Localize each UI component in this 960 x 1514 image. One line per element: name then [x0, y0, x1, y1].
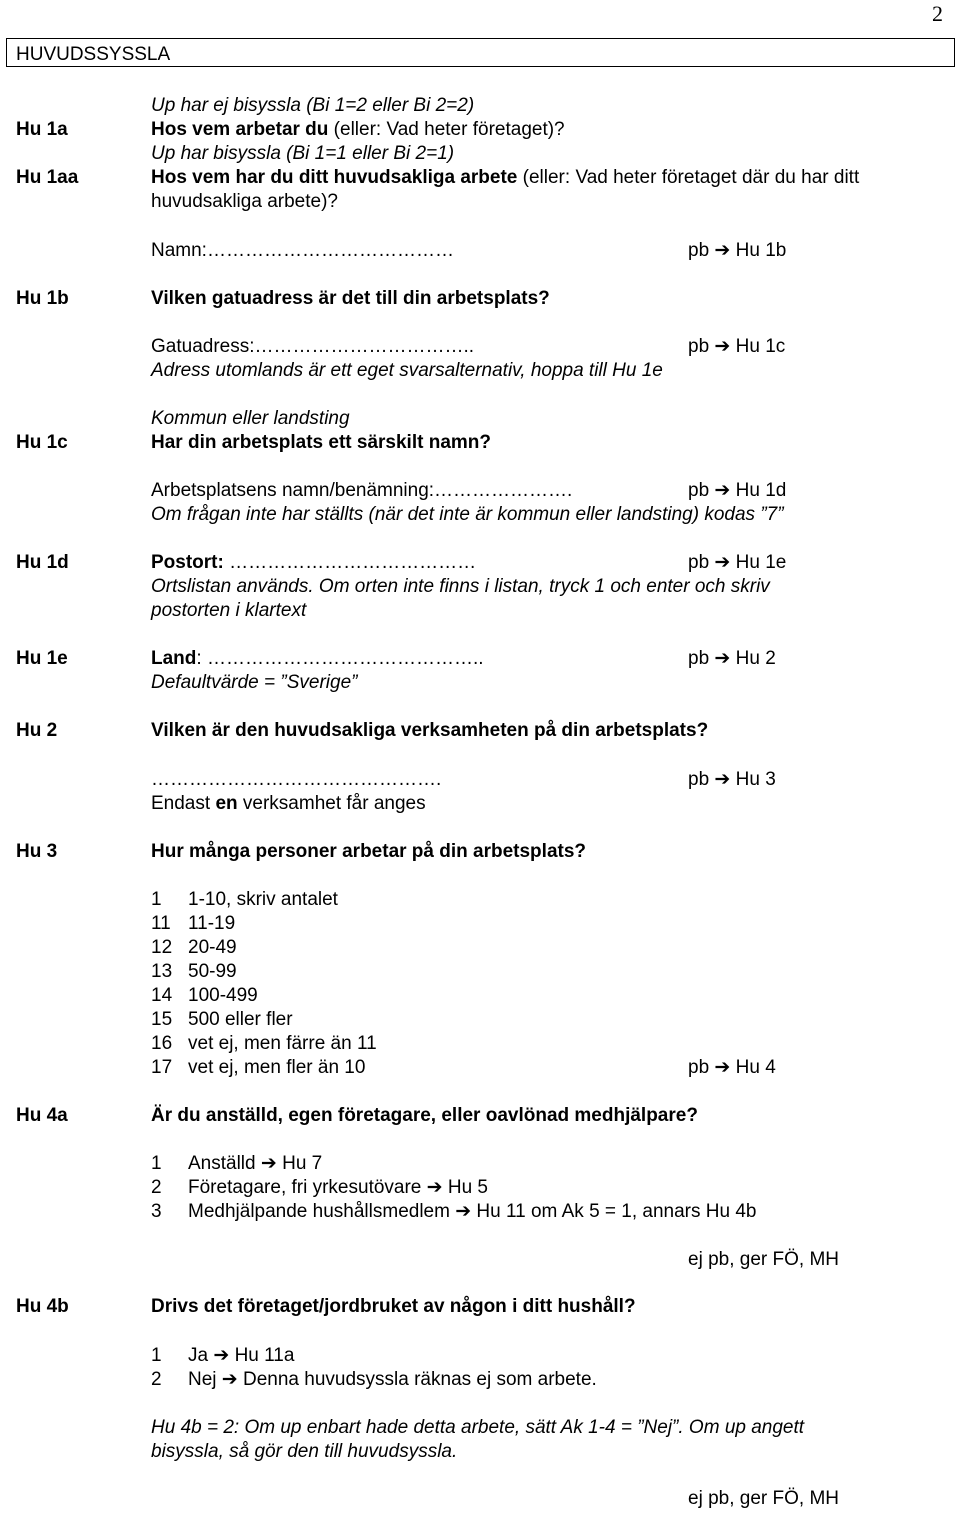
hu4b-question: Drivs det företaget/jordbruket av någon i ditt hushåll? [151, 1296, 636, 1317]
hu3-option: 14 100-499 [151, 985, 258, 1006]
arrow-icon: ➔ [213, 1345, 230, 1366]
hu1e-note: Defaultvärde = ”Sverige” [151, 672, 358, 693]
arrow-icon: ➔ [714, 648, 731, 669]
hu1aa-filter: Up har bisyssla (Bi 1=1 eller Bi 2=1) [151, 143, 455, 164]
hu3-option: 11 11-19 [151, 913, 236, 934]
hu1a-question: Hos vem arbetar du (eller: Vad heter företaget)? [151, 119, 565, 140]
arrow-icon: ➔ [260, 1153, 277, 1174]
hu2-answer-field: ………………………………………. [151, 769, 442, 790]
hu1d-note-line1: Ortslistan används. Om orten inte finns i listan, tryck 1 och enter och skriv [151, 576, 770, 597]
section-title: HUVUDSSYSSLA [16, 44, 171, 65]
arrow-icon: ➔ [714, 336, 731, 357]
hu3-option: 17 vet ej, men fler än 10 [151, 1057, 366, 1078]
hu4a-code: Hu 4a [16, 1105, 68, 1126]
hu1b-question: Vilken gatuadress är det till din arbetsplats? [151, 288, 550, 309]
hu3-question: Hur många personer arbetar på din arbetsplats? [151, 841, 587, 862]
hu1d-code: Hu 1d [16, 552, 69, 573]
arrow-icon: ➔ [714, 552, 731, 573]
hu2-routing: pb ➔ Hu 3 [688, 769, 776, 790]
hu2-note: Endast en verksamhet får anges [151, 793, 426, 814]
hu4a-option: 1 Anställd ➔ Hu 7 [151, 1153, 323, 1174]
hu3-option: 12 20-49 [151, 937, 237, 958]
hu1b-note: Adress utomlands är ett eget svarsalternativ, hoppa till Hu 1e [151, 360, 663, 381]
hu4a-question: Är du anställd, egen företagare, eller oavlönad medhjälpare? [151, 1105, 698, 1126]
hu4a-option: 2 Företagare, fri yrkesutövare ➔ Hu 5 [151, 1177, 488, 1198]
hu1e-routing: pb ➔ Hu 2 [688, 648, 776, 669]
hu1d-question: Postort: ………………………………… [151, 552, 477, 573]
hu4b-code: Hu 4b [16, 1296, 69, 1317]
hu1aa-code: Hu 1aa [16, 167, 79, 188]
hu3-option: 16 vet ej, men färre än 11 [151, 1033, 377, 1054]
hu1e-code: Hu 1e [16, 648, 68, 669]
hu1d-routing: pb ➔ Hu 1e [688, 552, 787, 573]
hu3-option: 15 500 eller fler [151, 1009, 293, 1030]
hu1aa-question: Hos vem har du ditt huvudsakliga arbete (eller: Vad heter företaget där du har ditt [151, 167, 860, 188]
hu4b-note-line2: bisyssla, så gör den till huvudsyssla. [151, 1441, 458, 1462]
hu4b-option: 1 Ja ➔ Hu 11a [151, 1345, 295, 1366]
hu2-question: Vilken är den huvudsakliga verksamheten på din arbetsplats? [151, 720, 709, 741]
hu3-option: 1 1-10, skriv antalet [151, 889, 338, 910]
hu2-code: Hu 2 [16, 720, 58, 741]
hu1c-filter: Kommun eller landsting [151, 408, 350, 429]
hu1b-code: Hu 1b [16, 288, 69, 309]
hu4b-footer: ej pb, ger FÖ, MH [688, 1488, 839, 1509]
hu3-routing: pb ➔ Hu 4 [688, 1057, 776, 1078]
arrow-icon: ➔ [455, 1201, 472, 1222]
hu4b-note-line1: Hu 4b = 2: Om up enbart hade detta arbete, sätt Ak 1-4 = ”Nej”. Om up angett [151, 1417, 805, 1438]
hu1c-routing: pb ➔ Hu 1d [688, 480, 787, 501]
hu1c-answer-field: Arbetsplatsens namn/benämning:…………………. [151, 480, 573, 501]
arrow-icon: ➔ [714, 1057, 731, 1078]
hu4a-footer: ej pb, ger FÖ, MH [688, 1249, 839, 1270]
hu1c-note: Om frågan inte har ställts (när det inte är kommun eller landsting) kodas ”7” [151, 504, 784, 525]
hu1c-code: Hu 1c [16, 432, 68, 453]
hu1a-filter: Up har ej bisyssla (Bi 1=2 eller Bi 2=2) [151, 95, 475, 116]
hu3-option: 13 50-99 [151, 961, 237, 982]
hu1b-answer-field: Gatuadress:…………………………….. [151, 336, 475, 357]
hu1-routing: pb ➔ Hu 1b [688, 240, 787, 261]
arrow-icon: ➔ [221, 1369, 238, 1390]
hu1aa-question-line2: huvudsakliga arbete)? [151, 191, 338, 212]
hu1-answer-field: Namn:………………………………… [151, 240, 454, 261]
arrow-icon: ➔ [714, 480, 731, 501]
hu1e-question: Land: …………………………………….. [151, 648, 484, 669]
hu1c-question: Har din arbetsplats ett särskilt namn? [151, 432, 491, 453]
hu1b-routing: pb ➔ Hu 1c [688, 336, 786, 357]
hu1a-code: Hu 1a [16, 119, 68, 140]
arrow-icon: ➔ [714, 240, 731, 261]
hu4a-option: 3 Medhjälpande hushållsmedlem ➔ Hu 11 om Ak 5 = 1, annars Hu 4b [151, 1201, 757, 1222]
hu3-code: Hu 3 [16, 841, 58, 862]
arrow-icon: ➔ [714, 769, 731, 790]
page-number: 2 [932, 1, 943, 26]
hu4b-option: 2 Nej ➔ Denna huvudsyssla räknas ej som arbete. [151, 1369, 597, 1390]
hu1d-note-line2: postorten i klartext [151, 600, 307, 621]
arrow-icon: ➔ [426, 1177, 443, 1198]
